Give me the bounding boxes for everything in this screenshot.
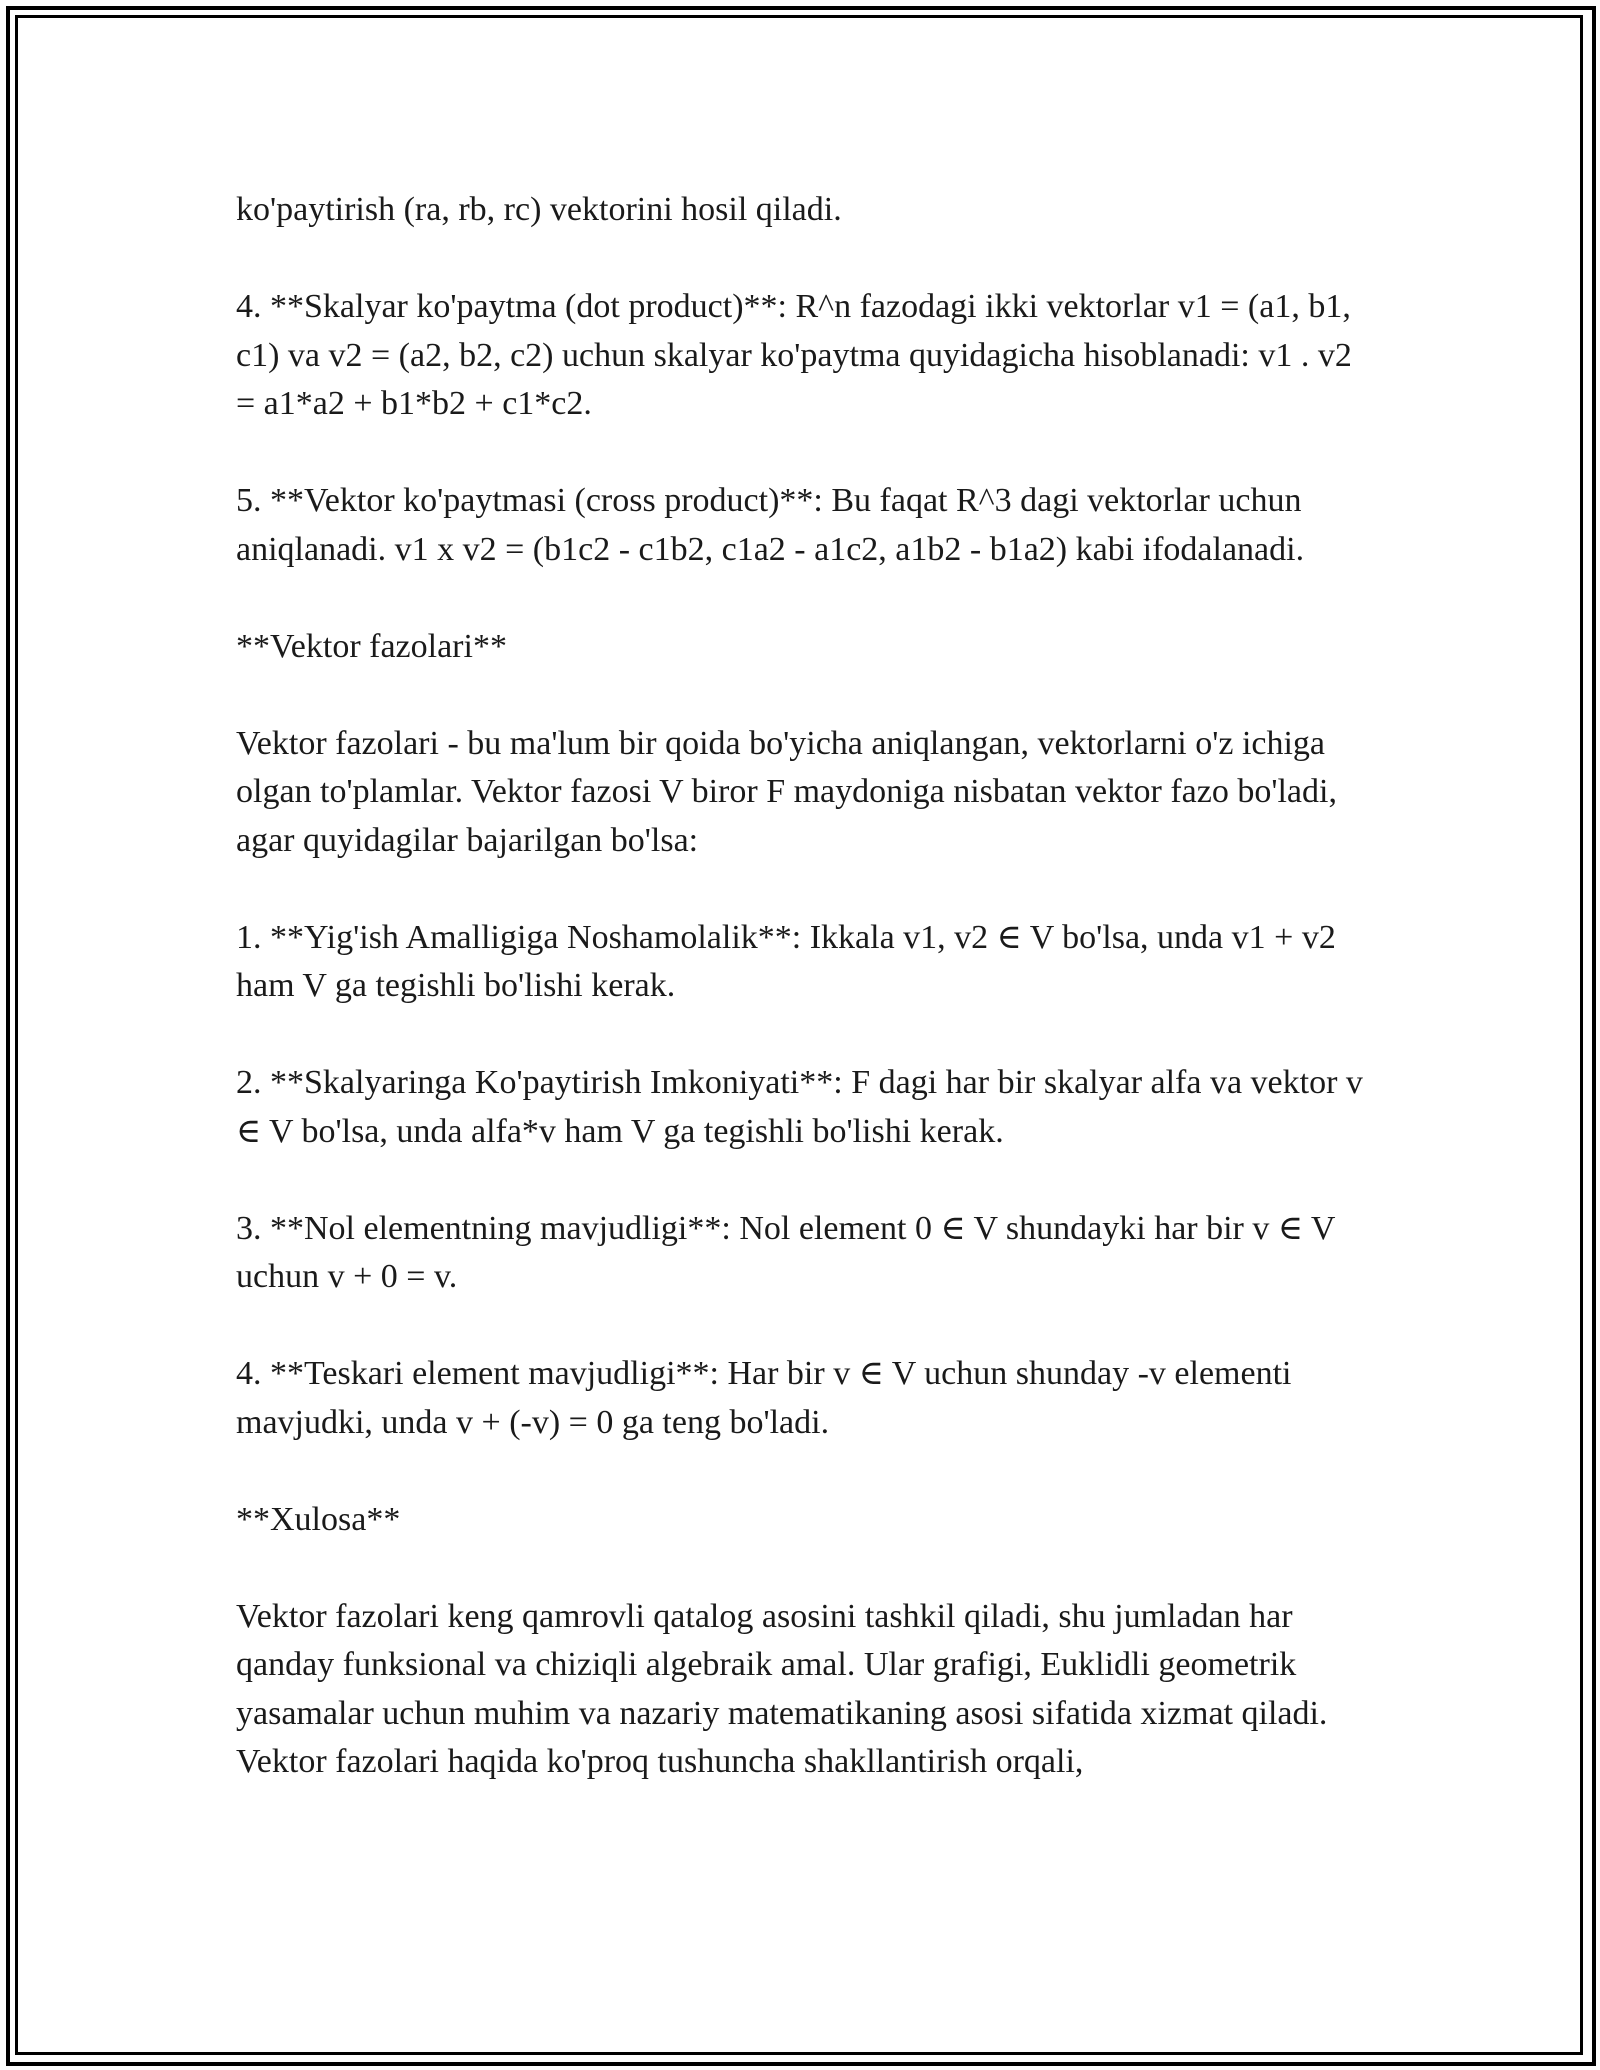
paragraph-axiom-scalar: 2. **Skalyaringa Ko'paytirish Imkoniyati**: F dagi har bir skalyar alfa va vektor v ∈ V bo'lsa, unda alfa*v ham V ga tegishli bo'lishi kerak. xyxy=(236,1064,1363,1150)
paragraph-axiom-inverse: 4. **Teskari element mavjudligi**: Har bir v ∈ V uchun shunday -v elementi mavjudki, unda v + (-v) = 0 ga teng bo'ladi. xyxy=(236,1355,1292,1441)
document-body xyxy=(236,186,1376,1835)
paragraph-conclusion: Vektor fazolari keng qamrovli qatalog asosini tashkil qiladi, shu jumladan har qanday funksional va chiziqli algebraik amal. Ular grafigi, Euklidli geometrik yasamalar uchun muhim va nazariy matematikaning asosi sifatida xizmat qiladi. Vektor fazolari haqida ko'proq tushuncha shakllantirish orqali, xyxy=(236,1597,1328,1780)
paragraph-cross-product: 5. **Vektor ko'paytmasi (cross product)**: Bu faqat R^3 dagi vektorlar uchun aniqlanadi. v1 x v2 = (b1c2 - c1b2, c1a2 - a1c2, a1b2 - b1a2) kabi ifodalanadi. xyxy=(236,482,1305,568)
paragraph-axiom-zero: 3. **Nol elementning mavjudligi**: Nol element 0 ∈ V shundayki har bir v ∈ V uchun v + 0 = v. xyxy=(236,1209,1335,1295)
paragraph-dot-product: 4. **Skalyar ko'paytma (dot product)**: R^n fazodagi ikki vektorlar v1 = (a1, b1, c1) va v2 = (a2, b2, c2) uchun skalyar ko'paytma quyidagicha hisoblanadi: v1 . v2 = a1*a2 + b1*b2 + c1*c2. xyxy=(236,288,1352,422)
paragraph-axiom-addition: 1. **Yig'ish Amalligiga Noshamolalik**: Ikkala v1, v2 ∈ V bo'lsa, unda v1 + v2 ham V ga tegishli bo'lishi kerak. xyxy=(236,918,1336,1004)
paragraph-continuation: ko'paytirish (ra, rb, rc) vektorini hosil qiladi. xyxy=(236,191,842,228)
heading-conclusion: **Xulosa** xyxy=(236,1500,401,1538)
heading-vector-spaces: **Vektor fazolari** xyxy=(236,627,507,665)
paragraph-vector-spaces-intro: Vektor fazolari - bu ma'lum bir qoida bo'yicha aniqlangan, vektorlarni o'z ichiga olgan to'plamlar. Vektor fazosi V biror F maydoniga nisbatan vektor fazo bo'ladi, agar quyidagilar bajarilgan bo'lsa: xyxy=(236,724,1337,859)
